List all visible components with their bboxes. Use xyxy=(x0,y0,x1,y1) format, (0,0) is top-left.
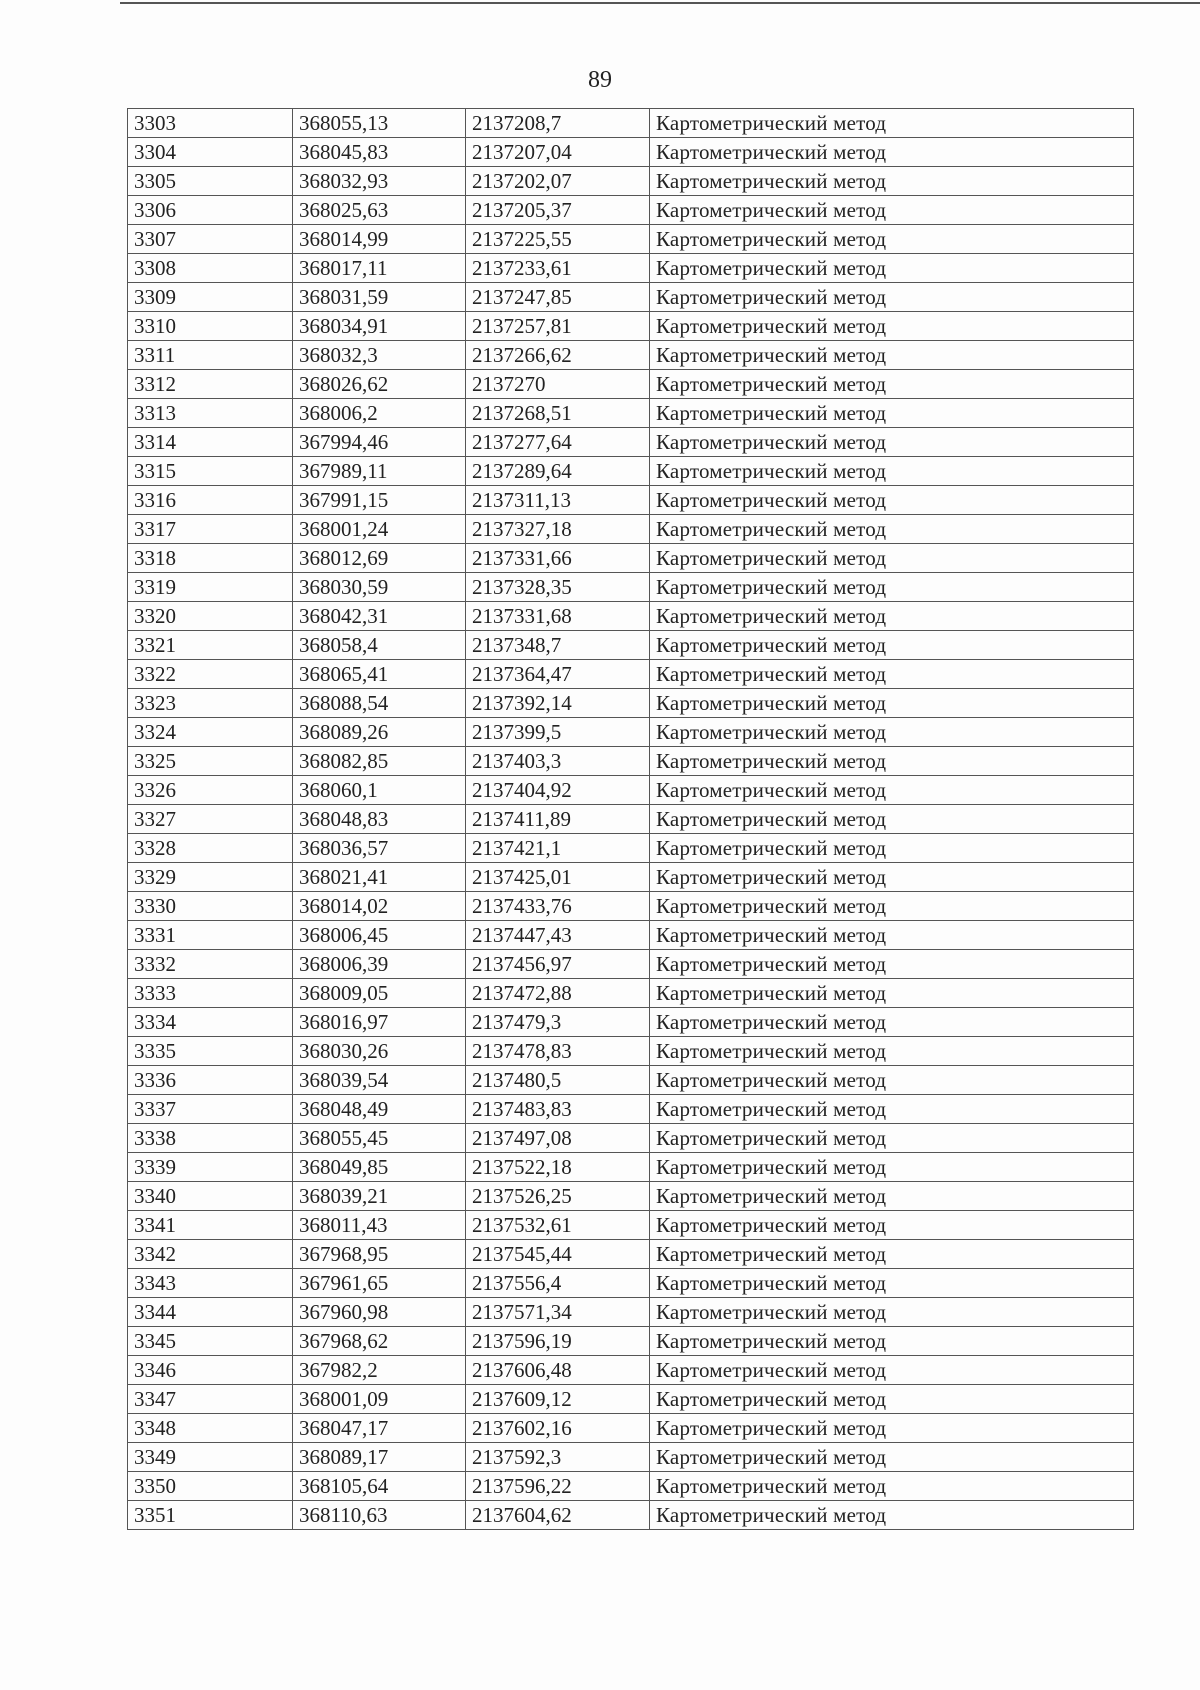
y-coordinate-cell: 2137411,89 xyxy=(466,805,650,834)
point-number-cell: 3351 xyxy=(128,1501,293,1530)
x-coordinate-cell: 368026,62 xyxy=(293,370,466,399)
point-number-cell: 3330 xyxy=(128,892,293,921)
y-coordinate-cell: 2137602,16 xyxy=(466,1414,650,1443)
table-row xyxy=(128,428,1134,457)
method-cell: Картометрический метод xyxy=(650,921,1134,950)
method-cell: Картометрический метод xyxy=(650,1095,1134,1124)
y-coordinate-cell: 2137480,5 xyxy=(466,1066,650,1095)
x-coordinate-cell: 368088,54 xyxy=(293,689,466,718)
method-cell: Картометрический метод xyxy=(650,631,1134,660)
point-number-cell: 3348 xyxy=(128,1414,293,1443)
table-row xyxy=(128,109,1134,138)
y-coordinate-cell: 2137433,76 xyxy=(466,892,650,921)
table-row xyxy=(128,573,1134,602)
y-coordinate-cell: 2137592,3 xyxy=(466,1443,650,1472)
point-number-cell: 3324 xyxy=(128,718,293,747)
y-coordinate-cell: 2137483,83 xyxy=(466,1095,650,1124)
x-coordinate-cell: 368039,21 xyxy=(293,1182,466,1211)
point-number-cell: 3311 xyxy=(128,341,293,370)
method-cell: Картометрический метод xyxy=(650,1472,1134,1501)
x-coordinate-cell: 367989,11 xyxy=(293,457,466,486)
point-number-cell: 3320 xyxy=(128,602,293,631)
y-coordinate-cell: 2137447,43 xyxy=(466,921,650,950)
x-coordinate-cell: 368048,49 xyxy=(293,1095,466,1124)
point-number-cell: 3349 xyxy=(128,1443,293,1472)
y-coordinate-cell: 2137392,14 xyxy=(466,689,650,718)
table-row xyxy=(128,921,1134,950)
table-row xyxy=(128,1443,1134,1472)
x-coordinate-cell: 368055,13 xyxy=(293,109,466,138)
table-row xyxy=(128,225,1134,254)
point-number-cell: 3333 xyxy=(128,979,293,1008)
table-row xyxy=(128,892,1134,921)
x-coordinate-cell: 368032,93 xyxy=(293,167,466,196)
y-coordinate-cell: 2137479,3 xyxy=(466,1008,650,1037)
y-coordinate-cell: 2137202,07 xyxy=(466,167,650,196)
table-row xyxy=(128,1414,1134,1443)
x-coordinate-cell: 368032,3 xyxy=(293,341,466,370)
table-row xyxy=(128,254,1134,283)
table-row xyxy=(128,979,1134,1008)
y-coordinate-cell: 2137556,4 xyxy=(466,1269,650,1298)
y-coordinate-cell: 2137596,19 xyxy=(466,1327,650,1356)
method-cell: Картометрический метод xyxy=(650,486,1134,515)
y-coordinate-cell: 2137545,44 xyxy=(466,1240,650,1269)
x-coordinate-cell: 368082,85 xyxy=(293,747,466,776)
y-coordinate-cell: 2137225,55 xyxy=(466,225,650,254)
point-number-cell: 3305 xyxy=(128,167,293,196)
point-number-cell: 3344 xyxy=(128,1298,293,1327)
table-row xyxy=(128,341,1134,370)
x-coordinate-cell: 368048,83 xyxy=(293,805,466,834)
x-coordinate-cell: 368006,39 xyxy=(293,950,466,979)
table-row xyxy=(128,1124,1134,1153)
y-coordinate-cell: 2137421,1 xyxy=(466,834,650,863)
y-coordinate-cell: 2137348,7 xyxy=(466,631,650,660)
point-number-cell: 3342 xyxy=(128,1240,293,1269)
y-coordinate-cell: 2137331,68 xyxy=(466,602,650,631)
method-cell: Картометрический метод xyxy=(650,225,1134,254)
x-coordinate-cell: 367961,65 xyxy=(293,1269,466,1298)
point-number-cell: 3318 xyxy=(128,544,293,573)
x-coordinate-cell: 368042,31 xyxy=(293,602,466,631)
point-number-cell: 3337 xyxy=(128,1095,293,1124)
table-row xyxy=(128,196,1134,225)
table-row xyxy=(128,1182,1134,1211)
x-coordinate-cell: 368006,45 xyxy=(293,921,466,950)
table-row xyxy=(128,1298,1134,1327)
point-number-cell: 3303 xyxy=(128,109,293,138)
x-coordinate-cell: 368089,26 xyxy=(293,718,466,747)
x-coordinate-cell: 368011,43 xyxy=(293,1211,466,1240)
coordinates-table-body xyxy=(128,109,1134,1530)
x-coordinate-cell: 367994,46 xyxy=(293,428,466,457)
y-coordinate-cell: 2137609,12 xyxy=(466,1385,650,1414)
y-coordinate-cell: 2137270 xyxy=(466,370,650,399)
x-coordinate-cell: 368006,2 xyxy=(293,399,466,428)
x-coordinate-cell: 368021,41 xyxy=(293,863,466,892)
table-row xyxy=(128,1095,1134,1124)
table-row xyxy=(128,1240,1134,1269)
x-coordinate-cell: 368039,54 xyxy=(293,1066,466,1095)
x-coordinate-cell: 368030,26 xyxy=(293,1037,466,1066)
point-number-cell: 3341 xyxy=(128,1211,293,1240)
x-coordinate-cell: 367968,62 xyxy=(293,1327,466,1356)
x-coordinate-cell: 368034,91 xyxy=(293,312,466,341)
table-row xyxy=(128,457,1134,486)
point-number-cell: 3336 xyxy=(128,1066,293,1095)
y-coordinate-cell: 2137266,62 xyxy=(466,341,650,370)
table-row xyxy=(128,747,1134,776)
point-number-cell: 3338 xyxy=(128,1124,293,1153)
x-coordinate-cell: 368025,63 xyxy=(293,196,466,225)
method-cell: Картометрический метод xyxy=(650,602,1134,631)
x-coordinate-cell: 368110,63 xyxy=(293,1501,466,1530)
method-cell: Картометрический метод xyxy=(650,1240,1134,1269)
method-cell: Картометрический метод xyxy=(650,979,1134,1008)
method-cell: Картометрический метод xyxy=(650,1037,1134,1066)
x-coordinate-cell: 368045,83 xyxy=(293,138,466,167)
table-row xyxy=(128,718,1134,747)
method-cell: Картометрический метод xyxy=(650,1269,1134,1298)
point-number-cell: 3317 xyxy=(128,515,293,544)
table-row xyxy=(128,1008,1134,1037)
x-coordinate-cell: 368016,97 xyxy=(293,1008,466,1037)
point-number-cell: 3321 xyxy=(128,631,293,660)
table-row xyxy=(128,1472,1134,1501)
point-number-cell: 3309 xyxy=(128,283,293,312)
point-number-cell: 3307 xyxy=(128,225,293,254)
x-coordinate-cell: 368014,02 xyxy=(293,892,466,921)
method-cell: Картометрический метод xyxy=(650,718,1134,747)
x-coordinate-cell: 368105,64 xyxy=(293,1472,466,1501)
table-row xyxy=(128,1327,1134,1356)
method-cell: Картометрический метод xyxy=(650,1298,1134,1327)
method-cell: Картометрический метод xyxy=(650,457,1134,486)
y-coordinate-cell: 2137208,7 xyxy=(466,109,650,138)
method-cell: Картометрический метод xyxy=(650,544,1134,573)
table-row xyxy=(128,1037,1134,1066)
point-number-cell: 3319 xyxy=(128,573,293,602)
table-row xyxy=(128,660,1134,689)
x-coordinate-cell: 367968,95 xyxy=(293,1240,466,1269)
y-coordinate-cell: 2137596,22 xyxy=(466,1472,650,1501)
table-row xyxy=(128,515,1134,544)
x-coordinate-cell: 368089,17 xyxy=(293,1443,466,1472)
method-cell: Картометрический метод xyxy=(650,1327,1134,1356)
x-coordinate-cell: 368001,24 xyxy=(293,515,466,544)
table-row xyxy=(128,1066,1134,1095)
x-coordinate-cell: 368049,85 xyxy=(293,1153,466,1182)
table-row xyxy=(128,1385,1134,1414)
x-coordinate-cell: 367982,2 xyxy=(293,1356,466,1385)
table-row xyxy=(128,312,1134,341)
x-coordinate-cell: 368036,57 xyxy=(293,834,466,863)
y-coordinate-cell: 2137399,5 xyxy=(466,718,650,747)
point-number-cell: 3306 xyxy=(128,196,293,225)
point-number-cell: 3308 xyxy=(128,254,293,283)
point-number-cell: 3325 xyxy=(128,747,293,776)
method-cell: Картометрический метод xyxy=(650,1182,1134,1211)
table-row xyxy=(128,399,1134,428)
y-coordinate-cell: 2137497,08 xyxy=(466,1124,650,1153)
table-row xyxy=(128,1501,1134,1530)
point-number-cell: 3329 xyxy=(128,863,293,892)
method-cell: Картометрический метод xyxy=(650,573,1134,602)
x-coordinate-cell: 368012,69 xyxy=(293,544,466,573)
scan-top-edge xyxy=(120,2,1200,4)
y-coordinate-cell: 2137425,01 xyxy=(466,863,650,892)
method-cell: Картометрический метод xyxy=(650,892,1134,921)
method-cell: Картометрический метод xyxy=(650,341,1134,370)
table-row xyxy=(128,1269,1134,1298)
table-row xyxy=(128,1211,1134,1240)
y-coordinate-cell: 2137233,61 xyxy=(466,254,650,283)
method-cell: Картометрический метод xyxy=(650,1066,1134,1095)
point-number-cell: 3310 xyxy=(128,312,293,341)
y-coordinate-cell: 2137327,18 xyxy=(466,515,650,544)
x-coordinate-cell: 368030,59 xyxy=(293,573,466,602)
y-coordinate-cell: 2137403,3 xyxy=(466,747,650,776)
y-coordinate-cell: 2137311,13 xyxy=(466,486,650,515)
x-coordinate-cell: 368065,41 xyxy=(293,660,466,689)
method-cell: Картометрический метод xyxy=(650,1443,1134,1472)
x-coordinate-cell: 368009,05 xyxy=(293,979,466,1008)
method-cell: Картометрический метод xyxy=(650,1153,1134,1182)
y-coordinate-cell: 2137205,37 xyxy=(466,196,650,225)
y-coordinate-cell: 2137606,48 xyxy=(466,1356,650,1385)
x-coordinate-cell: 367960,98 xyxy=(293,1298,466,1327)
method-cell: Картометрический метод xyxy=(650,399,1134,428)
point-number-cell: 3316 xyxy=(128,486,293,515)
y-coordinate-cell: 2137207,04 xyxy=(466,138,650,167)
method-cell: Картометрический метод xyxy=(650,138,1134,167)
table-row xyxy=(128,631,1134,660)
method-cell: Картометрический метод xyxy=(650,776,1134,805)
x-coordinate-cell: 368055,45 xyxy=(293,1124,466,1153)
x-coordinate-cell: 368047,17 xyxy=(293,1414,466,1443)
x-coordinate-cell: 367991,15 xyxy=(293,486,466,515)
table-row xyxy=(128,1356,1134,1385)
table-row xyxy=(128,167,1134,196)
x-coordinate-cell: 368058,4 xyxy=(293,631,466,660)
point-number-cell: 3322 xyxy=(128,660,293,689)
y-coordinate-cell: 2137268,51 xyxy=(466,399,650,428)
point-number-cell: 3346 xyxy=(128,1356,293,1385)
y-coordinate-cell: 2137331,66 xyxy=(466,544,650,573)
point-number-cell: 3323 xyxy=(128,689,293,718)
method-cell: Картометрический метод xyxy=(650,1356,1134,1385)
method-cell: Картометрический метод xyxy=(650,283,1134,312)
point-number-cell: 3345 xyxy=(128,1327,293,1356)
point-number-cell: 3343 xyxy=(128,1269,293,1298)
y-coordinate-cell: 2137571,34 xyxy=(466,1298,650,1327)
y-coordinate-cell: 2137289,64 xyxy=(466,457,650,486)
method-cell: Картометрический метод xyxy=(650,805,1134,834)
coordinates-table xyxy=(127,108,1134,1530)
method-cell: Картометрический метод xyxy=(650,1385,1134,1414)
method-cell: Картометрический метод xyxy=(650,428,1134,457)
y-coordinate-cell: 2137257,81 xyxy=(466,312,650,341)
point-number-cell: 3335 xyxy=(128,1037,293,1066)
method-cell: Картометрический метод xyxy=(650,196,1134,225)
method-cell: Картометрический метод xyxy=(650,312,1134,341)
table-row xyxy=(128,544,1134,573)
x-coordinate-cell: 368031,59 xyxy=(293,283,466,312)
method-cell: Картометрический метод xyxy=(650,1124,1134,1153)
y-coordinate-cell: 2137404,92 xyxy=(466,776,650,805)
table-row xyxy=(128,370,1134,399)
y-coordinate-cell: 2137456,97 xyxy=(466,950,650,979)
point-number-cell: 3350 xyxy=(128,1472,293,1501)
method-cell: Картометрический метод xyxy=(650,863,1134,892)
table-row xyxy=(128,834,1134,863)
point-number-cell: 3331 xyxy=(128,921,293,950)
point-number-cell: 3326 xyxy=(128,776,293,805)
table-row xyxy=(128,950,1134,979)
y-coordinate-cell: 2137328,35 xyxy=(466,573,650,602)
y-coordinate-cell: 2137526,25 xyxy=(466,1182,650,1211)
point-number-cell: 3304 xyxy=(128,138,293,167)
table-row xyxy=(128,863,1134,892)
method-cell: Картометрический метод xyxy=(650,950,1134,979)
table-row xyxy=(128,689,1134,718)
method-cell: Картометрический метод xyxy=(650,370,1134,399)
y-coordinate-cell: 2137277,64 xyxy=(466,428,650,457)
y-coordinate-cell: 2137247,85 xyxy=(466,283,650,312)
method-cell: Картометрический метод xyxy=(650,1008,1134,1037)
point-number-cell: 3347 xyxy=(128,1385,293,1414)
y-coordinate-cell: 2137532,61 xyxy=(466,1211,650,1240)
table-row xyxy=(128,283,1134,312)
x-coordinate-cell: 368060,1 xyxy=(293,776,466,805)
y-coordinate-cell: 2137522,18 xyxy=(466,1153,650,1182)
point-number-cell: 3314 xyxy=(128,428,293,457)
x-coordinate-cell: 368014,99 xyxy=(293,225,466,254)
method-cell: Картометрический метод xyxy=(650,834,1134,863)
x-coordinate-cell: 368001,09 xyxy=(293,1385,466,1414)
method-cell: Картометрический метод xyxy=(650,1501,1134,1530)
method-cell: Картометрический метод xyxy=(650,1414,1134,1443)
table-row xyxy=(128,138,1134,167)
method-cell: Картометрический метод xyxy=(650,1211,1134,1240)
method-cell: Картометрический метод xyxy=(650,109,1134,138)
table-row xyxy=(128,1153,1134,1182)
table-row xyxy=(128,486,1134,515)
method-cell: Картометрический метод xyxy=(650,747,1134,776)
table-row xyxy=(128,805,1134,834)
point-number-cell: 3313 xyxy=(128,399,293,428)
table-row xyxy=(128,776,1134,805)
point-number-cell: 3315 xyxy=(128,457,293,486)
point-number-cell: 3332 xyxy=(128,950,293,979)
page-number: 89 xyxy=(588,67,612,93)
y-coordinate-cell: 2137364,47 xyxy=(466,660,650,689)
y-coordinate-cell: 2137604,62 xyxy=(466,1501,650,1530)
point-number-cell: 3312 xyxy=(128,370,293,399)
method-cell: Картометрический метод xyxy=(650,254,1134,283)
y-coordinate-cell: 2137478,83 xyxy=(466,1037,650,1066)
x-coordinate-cell: 368017,11 xyxy=(293,254,466,283)
method-cell: Картометрический метод xyxy=(650,515,1134,544)
method-cell: Картометрический метод xyxy=(650,660,1134,689)
y-coordinate-cell: 2137472,88 xyxy=(466,979,650,1008)
point-number-cell: 3340 xyxy=(128,1182,293,1211)
point-number-cell: 3334 xyxy=(128,1008,293,1037)
table-row xyxy=(128,602,1134,631)
method-cell: Картометрический метод xyxy=(650,689,1134,718)
point-number-cell: 3328 xyxy=(128,834,293,863)
method-cell: Картометрический метод xyxy=(650,167,1134,196)
point-number-cell: 3339 xyxy=(128,1153,293,1182)
point-number-cell: 3327 xyxy=(128,805,293,834)
